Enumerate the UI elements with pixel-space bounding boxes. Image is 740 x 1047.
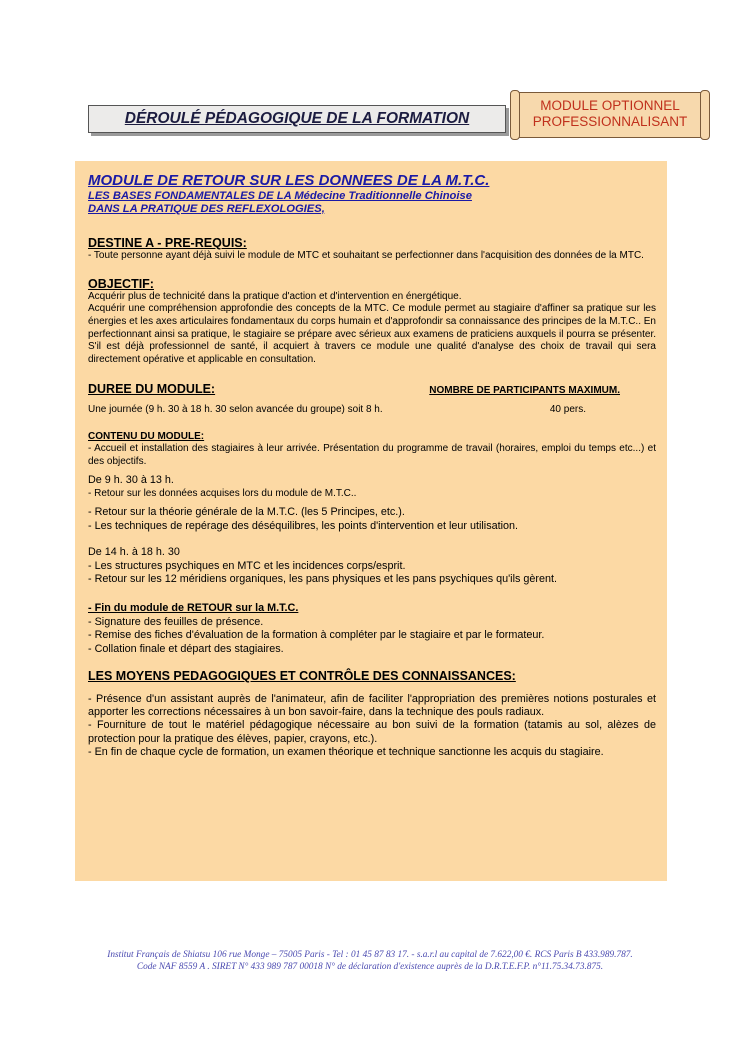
module-subtitle-1: LES BASES FONDAMENTALES DE LA Médecine Traditionnelle Chinoise: [88, 190, 472, 202]
fin-list-item: - Collation finale et départ des stagiaires.: [88, 642, 284, 655]
objectif-text: Acquérir une compréhension approfondie des concepts de la MTC. Ce module permet au stagiaire d'affiner sa pratique sur les énergies et les axes articulaires fondamentaux du corps humain et d'approfondir sa connaissance des principes de la M.T.C.. En perfectionnant ainsi sa pratique, le stagiaire se prépare avec sérieux aux examens de praticiens auxquels il pourra se présenter. S'il est déjà professionnel de santé, il acquiert à travers ce module une qualité d'analyse des choix de travail qui sera directement opérative et applicable en consultation.: [88, 303, 656, 365]
participants-heading: NOMBRE DE PARTICIPANTS MAXIMUM.: [429, 385, 620, 397]
duree-heading-row: [88, 383, 656, 398]
contenu-intro: - Accueil et installation des stagiaires à leur arrivée. Présentation du programme de travail (horaires, emploi du temps etc...) et des objectifs.: [88, 443, 656, 467]
moyens-list-item: - Présence d'un assistant auprès de l'animateur, afin de faciliter l'appropriation des premières notions posturales et apporter les corrections nécessaires à un bon savoir-faire, dans la technique des pouls radiaux.: [88, 692, 656, 718]
contenu-heading: CONTENU DU MODULE:: [88, 430, 205, 442]
objectif-heading: OBJECTIF:: [88, 277, 154, 292]
morning-list-item: - Retour sur la théorie générale de la M.T.C. (les 5 Principes, etc.).: [88, 506, 405, 519]
afternoon-time: De 14 h. à 18 h. 30: [88, 546, 180, 559]
moyens-heading: LES MOYENS PEDAGOGIQUES ET CONTRÔLE DES CONNAISSANCES:: [88, 668, 516, 683]
destine-text: - Toute personne ayant déjà suivi le module de MTC et souhaitant se perfectionner dans l'acquisition des données de la MTC.: [88, 249, 644, 261]
module-subtitle-2: DANS LA PRATIQUE DES REFLEXOLOGIES,: [88, 202, 325, 215]
objectif-line1: Acquérir plus de technicité dans la pratique d'action et d'intervention en énergétique.: [88, 290, 462, 302]
morning-list-item: - Les techniques de repérage des déséquilibres, les points d'intervention et leur utilisation.: [88, 519, 518, 532]
module-content: [88, 172, 656, 760]
fin-list-item: - Signature des feuilles de présence.: [88, 615, 264, 628]
morning-item: - Retour sur les données acquises lors du module de M.T.C..: [88, 487, 357, 499]
footer-line-1: Institut Français de Shiatsu 106 rue Monge – 75005 Paris - Tel : 01 45 87 83 17. - s.a.r.l au capital de 7.622,00 €. RCS Paris B 433.989.787.: [107, 950, 633, 960]
duree-heading: DUREE DU MODULE:: [88, 382, 216, 397]
afternoon-list-item: - Retour sur les 12 méridiens organiques, les pans physiques et les pans psychiques qu'ils gèrent.: [88, 572, 557, 585]
afternoon-list-item: - Les structures psychiques en MTC et les incidences corps/esprit.: [88, 559, 406, 572]
destine-heading: DESTINE A - PRE-REQUIS:: [88, 236, 247, 250]
morning-time: De 9 h. 30 à 13 h.: [88, 474, 174, 487]
module-badge-scroll: [513, 92, 707, 138]
duree-text: Une journée (9 h. 30 à 18 h. 30 selon avancée du groupe) soit 8 h.: [88, 403, 383, 415]
moyens-list-item: - En fin de chaque cycle de formation, un examen théorique et technique sanctionne les acquis du stagiaire.: [88, 746, 604, 759]
moyens-list-item: - Fourniture de tout le matériel pédagogique nécessaire au bon suivi de la formation (tatamis au sol, alèzes de protection pour la pratique des élèves, papier, crayons, etc.).: [88, 719, 656, 745]
section-title-box: [88, 105, 506, 133]
section-title: DÉROULÉ PÉDAGOGIQUE DE LA FORMATION: [124, 110, 470, 127]
badge-line-1: MODULE OPTIONNEL: [540, 98, 680, 113]
fin-list-item: - Remise des fiches d'évaluation de la formation à compléter par le stagiaire et par le formateur.: [88, 629, 545, 642]
footer-line-2: Code NAF 8559 A . SIRET N° 433 989 787 00018 N° de déclaration d'existence auprès de la D.R.T.E.F.P. n°11.75.34.73.875.: [136, 962, 604, 972]
duree-row: [88, 404, 656, 417]
fin-heading: - Fin du module de RETOUR sur la M.T.C.: [88, 602, 299, 615]
badge-line-2: PROFESSIONNALISANT: [532, 114, 688, 129]
module-title: MODULE DE RETOUR SUR LES DONNEES DE LA M.T.C.: [88, 172, 490, 189]
participants-value: 40 pers.: [549, 403, 586, 415]
